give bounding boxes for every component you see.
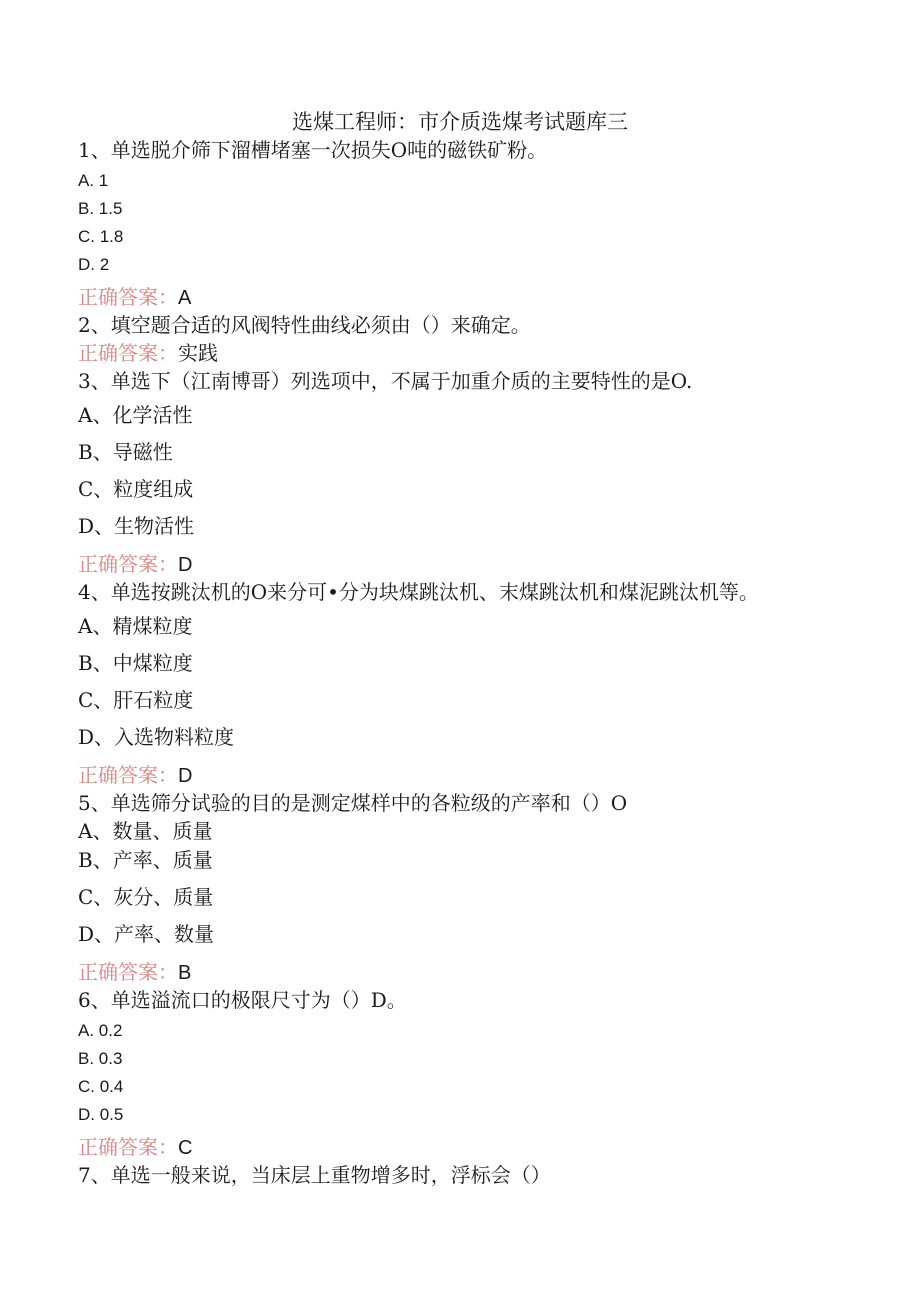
q1-option-a: A. 1 bbox=[78, 171, 109, 190]
q4-option-b: B、中煤粒度 bbox=[78, 651, 193, 675]
q6-option-b: B. 0.3 bbox=[78, 1049, 123, 1068]
q3-option-d: D、生物活性 bbox=[78, 514, 195, 538]
q4-option-c: C、肝石粒度 bbox=[78, 688, 194, 712]
q6-option-c: C. 0.4 bbox=[78, 1077, 124, 1096]
question-5: 5、单选筛分试验的目的是测定煤样中的各粒级的产率和（）O bbox=[78, 791, 628, 815]
q1-answer bbox=[78, 285, 191, 310]
question-4: 4、单选按跳汰机的O来分可•分为块煤跳汰机、末煤跳汰机和煤泥跳汰机等。 bbox=[78, 580, 759, 604]
q4-answer bbox=[78, 763, 192, 788]
q3-option-a: A、化学活性 bbox=[78, 403, 193, 427]
q5-answer bbox=[78, 960, 191, 985]
answer-label: 正确答案： bbox=[78, 552, 178, 576]
q4-option-a: A、精煤粒度 bbox=[78, 614, 193, 638]
q5-option-d: D、产率、数量 bbox=[78, 922, 215, 946]
q5-option-a: A、数量、质量 bbox=[78, 819, 213, 843]
document-title: 选煤工程师：市介质选煤考试题库三 bbox=[292, 110, 628, 134]
question-7: 7、单选一般来说，当床层上重物增多时，浮标会（） bbox=[78, 1163, 551, 1187]
q6-option-d: D. 0.5 bbox=[78, 1105, 124, 1124]
q2-answer bbox=[78, 341, 218, 365]
answer-label: 正确答案： bbox=[78, 960, 178, 984]
question-3: 3、单选下（江南博哥）列选项中，不属于加重介质的主要特性的是O. bbox=[78, 369, 693, 393]
answer-label: 正确答案： bbox=[78, 285, 178, 309]
q5-answer-value: B bbox=[178, 962, 192, 984]
q1-option-c: C. 1.8 bbox=[78, 227, 124, 246]
q5-option-c: C、灰分、质量 bbox=[78, 885, 214, 909]
q3-option-c: C、粒度组成 bbox=[78, 477, 194, 501]
answer-label: 正确答案： bbox=[78, 763, 178, 787]
q1-answer-value: A bbox=[178, 287, 192, 309]
q3-answer bbox=[78, 552, 192, 577]
q3-answer-value: D bbox=[178, 554, 193, 576]
q2-answer-value: 实践 bbox=[178, 341, 218, 365]
q6-answer bbox=[78, 1135, 192, 1160]
q4-answer-value: D bbox=[178, 765, 193, 787]
question-2: 2、填空题合适的风阀特性曲线必须由（）来确定。 bbox=[78, 313, 531, 337]
question-1: 1、单选脱介筛下溜槽堵塞一次损失O吨的磁铁矿粉。 bbox=[78, 138, 548, 162]
q5-option-b: B、产率、质量 bbox=[78, 848, 213, 872]
q4-option-d: D、入选物料粒度 bbox=[78, 725, 235, 749]
question-6: 6、单选溢流口的极限尺寸为（）D。 bbox=[78, 988, 407, 1012]
q6-option-a: A. 0.2 bbox=[78, 1021, 123, 1040]
q1-option-d: D. 2 bbox=[78, 255, 110, 274]
q3-option-b: B、导磁性 bbox=[78, 440, 173, 464]
q6-answer-value: C bbox=[178, 1137, 193, 1159]
answer-label: 正确答案： bbox=[78, 1135, 178, 1159]
answer-label: 正确答案： bbox=[78, 341, 178, 365]
q1-option-b: B. 1.5 bbox=[78, 199, 123, 218]
